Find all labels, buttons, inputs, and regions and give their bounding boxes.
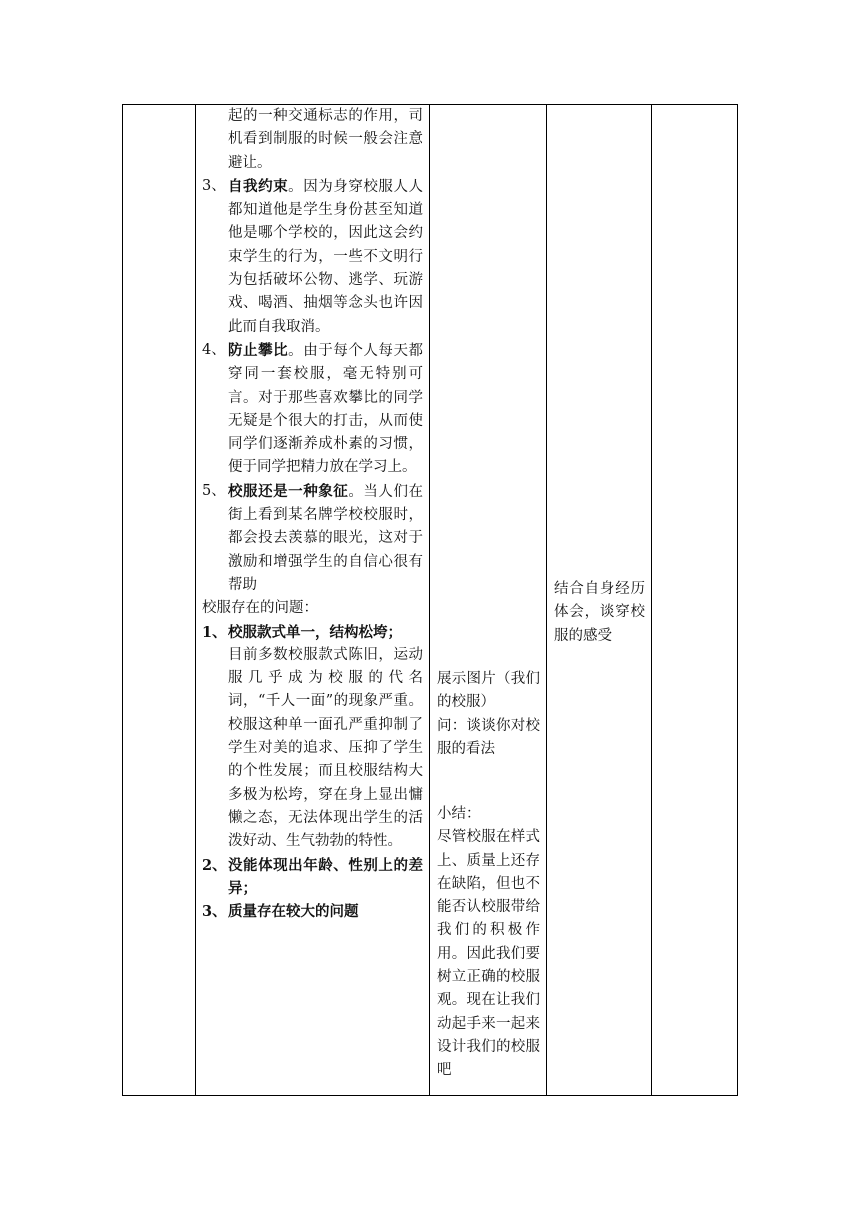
problem-item (202, 621, 423, 854)
item-number: 2、 (202, 856, 227, 874)
problems-heading: 校服存在的问题： (202, 600, 318, 617)
item-title: 自我约束 (228, 177, 289, 195)
problem-title: 没能体现出年龄、性别上的差异； (228, 856, 423, 897)
table-cell-content (195, 105, 429, 1095)
table-cell-column-1 (123, 105, 195, 1095)
item-text: 。当人们在街上看到某名牌学校校服时，都会投去羡慕的眼光，这对于激励和增强学生的自信心很有帮助 (228, 483, 424, 593)
problem-detail: 目前多数校服款式陈旧，运动服几乎成为校服的代名词，“千人一面”的现象严重。校服这种单一面孔严重抑制了学生对美的追求、压抑了学生的个性发展；而且校服结构大多极为松垮，穿在身上显出慵懒之态，无法体现出学生的活泼好动、生气勃勃的特性。 (228, 646, 423, 850)
item-number: 1、 (202, 623, 227, 641)
list-item (202, 175, 423, 339)
question-text: 问：谈谈你对校服的看法 (437, 717, 540, 757)
summary-label: 小结： (437, 806, 481, 822)
item-number: 4、 (202, 341, 226, 358)
show-pictures-text: 展示图片（我们的校服） (437, 671, 540, 711)
list-item (202, 480, 423, 597)
problem-item (202, 854, 423, 901)
problem-title: 校服款式单一，结构松垮； (228, 623, 402, 641)
table-cell-student-activity (547, 105, 651, 1095)
item-number: 5、 (202, 482, 226, 499)
problem-item (202, 900, 423, 923)
item-text: 。由于每个人每天都穿同一套校服，毫无特别可言。对于那些喜欢攀比的同学无疑是个很大的打击，从而使同学们逐渐养成朴素的习惯，便于同学把精力放在学习上。 (228, 342, 424, 476)
summary-text: 尽管校服在样式上、质量上还存在缺陷，但也不能否认校服带给我们的积极作用。因此我们要树立正确的校服观。现在让我们动起手来一起来设计我们的校服吧 (437, 829, 540, 1079)
item-title: 防止攀比 (228, 341, 289, 359)
student-activity-text: 结合自身经历体会，谈穿校服的感受 (554, 581, 645, 644)
list-item (202, 339, 423, 480)
item-number: 3、 (202, 903, 227, 921)
table-cell-column-5 (652, 105, 739, 1095)
lesson-plan-table (122, 104, 738, 1096)
item-number: 3、 (202, 177, 226, 194)
continuation-text: 起的一种交通标志的作用，司机看到制服的时候一般会注意避让。 (228, 108, 423, 171)
table-cell-teacher-activity (430, 105, 546, 1095)
problem-title: 质量存在较大的问题 (228, 903, 359, 921)
item-title: 校服还是一种象征 (228, 482, 349, 500)
item-text: 。因为身穿校服人人都知道他是学生身份甚至知道他是哪个学校的，因此这会约束学生的行为，一些不文明行为包括破坏公物、逃学、玩游戏、喝酒、抽烟等念头也许因此而自我取消。 (228, 178, 424, 335)
